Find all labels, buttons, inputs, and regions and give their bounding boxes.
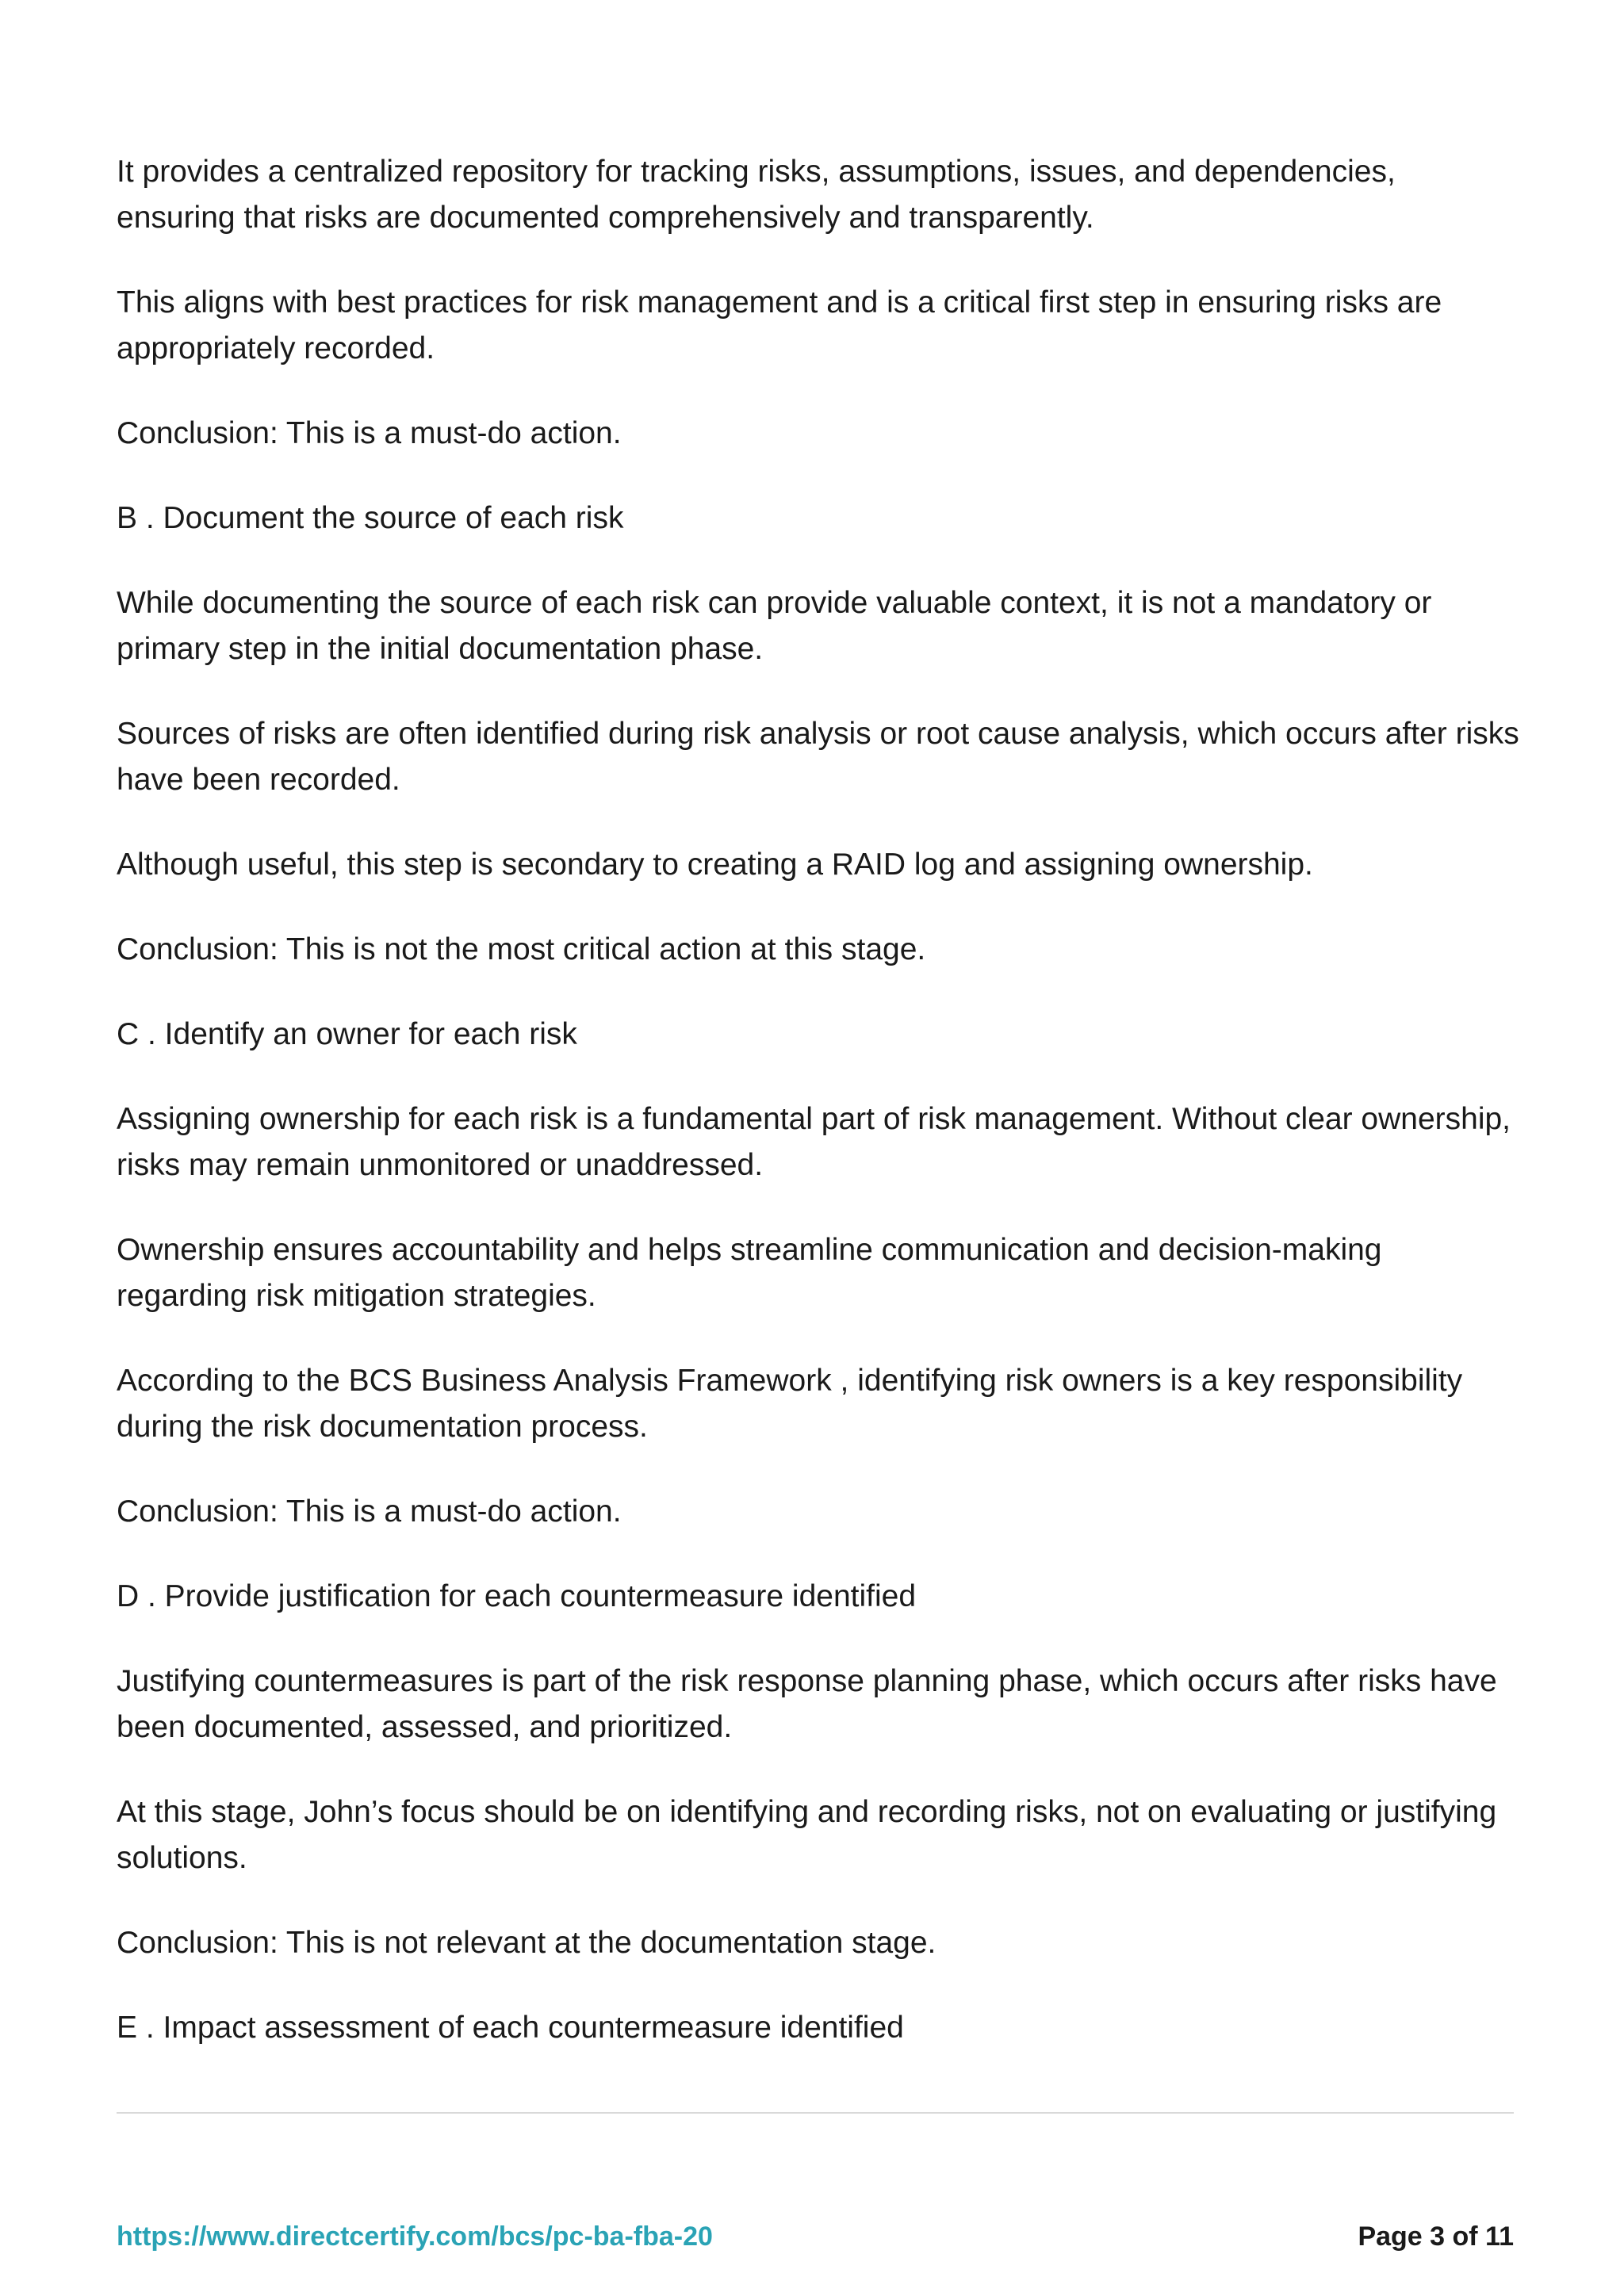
paragraph: Conclusion: This is a must-do action. [117,1494,622,1529]
paragraph: Sources of risks are often identified during risk analysis or root cause analysis, which occurs after risks have been recorded. [117,717,1519,797]
paragraph: This aligns with best practices for risk management and is a critical first step in ensuring risks are appropriately recorded. [117,285,1442,365]
paragraph: At this stage, John’s focus should be on identifying and recording risks, not on evaluating or justifying solutions. [117,1795,1497,1875]
paragraph: It provides a centralized repository for tracking risks, assumptions, issues, and dependencies, ensuring that risks are documented comprehensively and transparently. [117,155,1396,235]
paragraph: Ownership ensures accountability and helps streamline communication and decision-making regarding risk mitigation strategies. [117,1233,1382,1313]
option-heading-e: E . Impact assessment of each countermeasure identified [117,2011,904,2045]
page-number: Page 3 of 11 [1358,2221,1514,2252]
paragraph: While documenting the source of each risk can provide valuable context, it is not a mandatory or primary step in the initial documentation phase. [117,586,1432,666]
paragraph: Although useful, this step is secondary to creating a RAID log and assigning ownership. [117,848,1313,882]
paragraph: Conclusion: This is a must-do action. [117,416,622,450]
option-heading-c: C . Identify an owner for each risk [117,1017,577,1051]
document-body [117,149,1520,2090]
footer-url-link[interactable]: https://www.directcertify.com/bcs/pc-ba-fba-20 [117,2221,713,2252]
option-heading-d: D . Provide justification for each countermeasure identified [117,1579,917,1613]
paragraph: Assigning ownership for each risk is a fundamental part of risk management. Without clear ownership, risks may remain unmonitored or unaddressed. [117,1102,1511,1182]
footer-divider [117,2112,1514,2114]
paragraph: According to the BCS Business Analysis Framework , identifying risk owners is a key responsibility during the risk documentation process. [117,1364,1463,1444]
paragraph: Conclusion: This is not relevant at the documentation stage. [117,1926,936,1960]
paragraph: Justifying countermeasures is part of the risk response planning phase, which occurs after risks have been documented, assessed, and prioritized. [117,1664,1497,1744]
option-heading-b: B . Document the source of each risk [117,501,624,535]
paragraph: Conclusion: This is not the most critical action at this stage. [117,932,926,966]
